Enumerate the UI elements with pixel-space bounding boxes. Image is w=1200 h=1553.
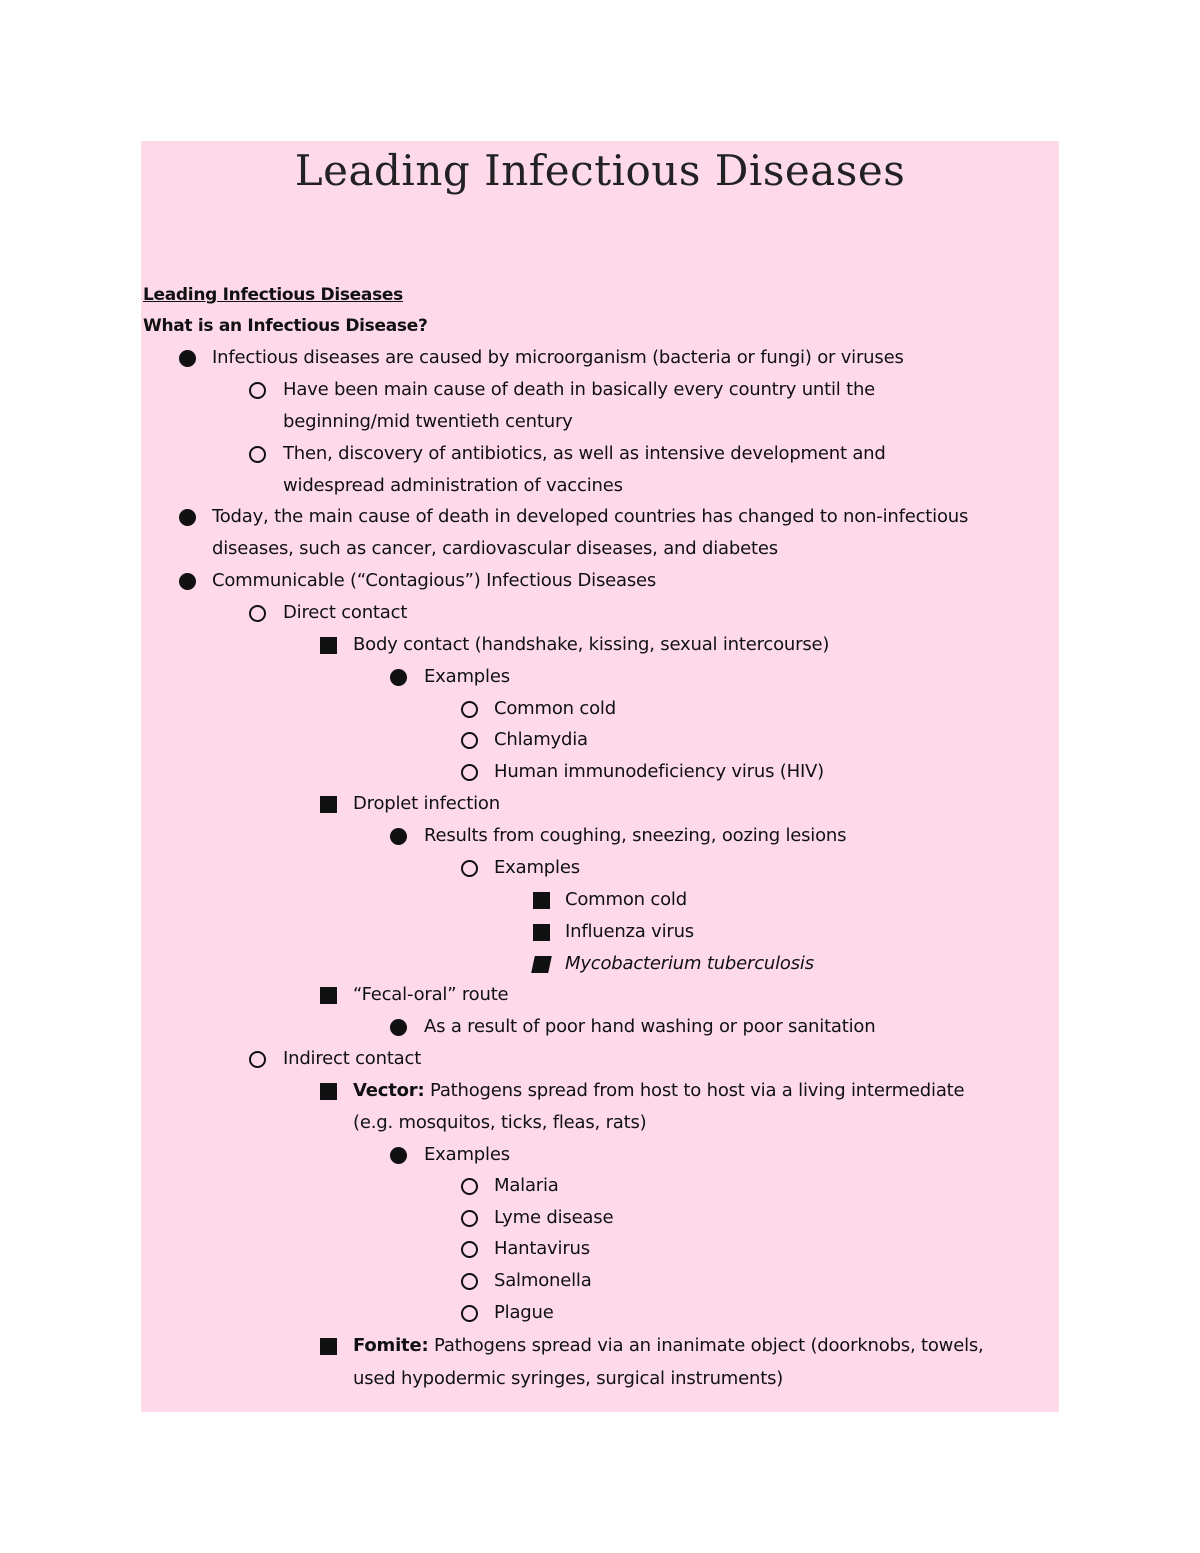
list-item: Plague (494, 1302, 554, 1323)
list-item: Common cold (565, 889, 687, 910)
bullet-dot-icon (179, 509, 196, 526)
section-heading: Leading Infectious Diseases (143, 285, 403, 305)
bullet-circle-icon (461, 1210, 478, 1227)
list-item-continuation: (e.g. mosquitos, ticks, fleas, rats) (353, 1112, 647, 1133)
bullet-circle-icon (461, 1241, 478, 1258)
list-item: Infectious diseases are caused by microorganism (bacteria or fungi) or viruses (212, 347, 904, 368)
list-item: Examples (424, 1144, 510, 1165)
bullet-square-icon (531, 956, 552, 973)
bullet-square-icon (320, 637, 337, 654)
list-item: Common cold (494, 698, 616, 719)
list-item: Chlamydia (494, 729, 588, 750)
list-item: Salmonella (494, 1270, 592, 1291)
bullet-circle-icon (461, 732, 478, 749)
list-item: As a result of poor hand washing or poor sanitation (424, 1016, 876, 1037)
list-item: Influenza virus (565, 921, 694, 942)
bullet-circle-icon (461, 1178, 478, 1195)
list-item (353, 1336, 984, 1356)
list-item: Have been main cause of death in basically every country until the (283, 379, 876, 400)
italic-text: Mycobacterium tuberculosis (565, 953, 814, 974)
list-item: Malaria (494, 1175, 559, 1196)
list-item: “Fecal-oral” route (353, 984, 509, 1005)
bullet-dot-icon (390, 1147, 407, 1164)
bullet-dot-icon (390, 669, 407, 686)
list-item: Hantavirus (494, 1238, 590, 1259)
list-item: Lyme disease (494, 1207, 614, 1228)
bullet-circle-icon (249, 1051, 266, 1068)
list-item: Indirect contact (283, 1048, 422, 1069)
list-item: Communicable (“Contagious”) Infectious Diseases (212, 570, 657, 591)
list-item (565, 954, 814, 974)
list-item: Examples (494, 857, 580, 878)
bullet-square-icon (320, 1338, 337, 1355)
list-item: Human immunodeficiency virus (HIV) (494, 761, 824, 782)
list-item-continuation: diseases, such as cancer, cardiovascular diseases, and diabetes (212, 538, 778, 559)
list-item-continuation: beginning/mid twentieth century (283, 411, 573, 432)
list-item-continuation: used hypodermic syringes, surgical instruments) (353, 1368, 784, 1389)
bullet-dot-icon (179, 350, 196, 367)
bold-label: Vector: (353, 1080, 425, 1101)
page-title: Leading Infectious Diseases (294, 146, 906, 195)
bullet-circle-icon (249, 382, 266, 399)
list-item: Then, discovery of antibiotics, as well as intensive development and (283, 443, 886, 464)
bullet-circle-icon (249, 446, 266, 463)
list-item: Examples (424, 666, 510, 687)
bold-label: Fomite: (353, 1335, 429, 1356)
list-item: Direct contact (283, 602, 408, 623)
bullet-square-icon (533, 892, 550, 909)
bullet-dot-icon (390, 828, 407, 845)
bullet-dot-icon (390, 1019, 407, 1036)
bullet-square-icon (320, 987, 337, 1004)
question-heading: What is an Infectious Disease? (143, 316, 428, 336)
list-item (353, 1081, 964, 1101)
list-item: Today, the main cause of death in developed countries has changed to non-infectious (212, 506, 969, 527)
bullet-dot-icon (179, 573, 196, 590)
list-item: Results from coughing, sneezing, oozing lesions (424, 825, 847, 846)
bullet-circle-icon (461, 860, 478, 877)
bullet-circle-icon (461, 1305, 478, 1322)
list-item-continuation: widespread administration of vaccines (283, 475, 623, 496)
item-text: Pathogens spread via an inanimate object (doorknobs, towels, (428, 1335, 984, 1356)
bullet-circle-icon (461, 1273, 478, 1290)
item-text: Pathogens spread from host to host via a living intermediate (424, 1080, 965, 1101)
bullet-circle-icon (249, 605, 266, 622)
bullet-square-icon (320, 796, 337, 813)
bullet-square-icon (533, 924, 550, 941)
list-item: Body contact (handshake, kissing, sexual intercourse) (353, 634, 830, 655)
bullet-circle-icon (461, 764, 478, 781)
list-item: Droplet infection (353, 793, 500, 814)
bullet-circle-icon (461, 701, 478, 718)
bullet-square-icon (320, 1083, 337, 1100)
